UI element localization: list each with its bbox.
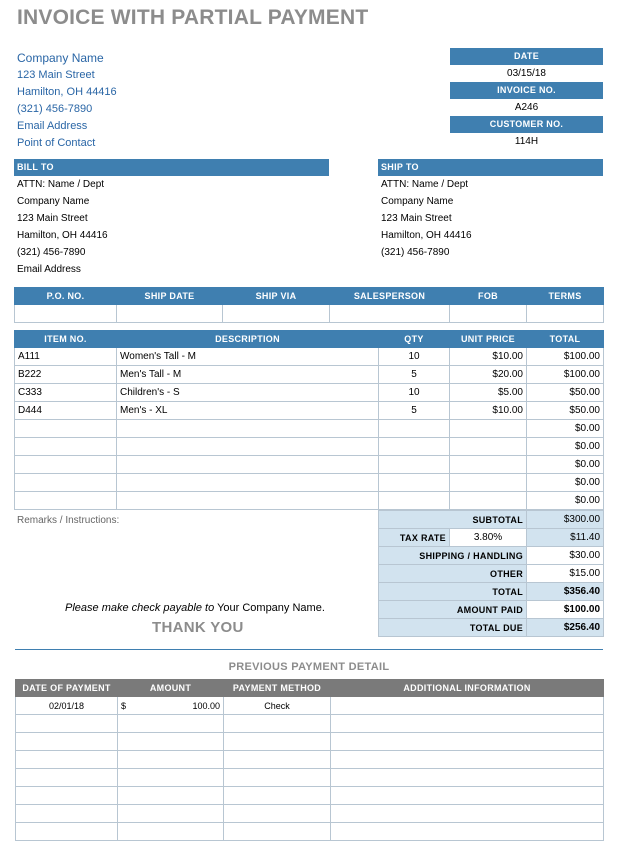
payment-currency-cell: $ <box>118 697 130 715</box>
table-row <box>16 715 604 733</box>
line-total-cell: $50.00 <box>527 384 604 402</box>
remarks-label: Remarks / Instructions: <box>17 515 120 526</box>
bill-to-city[interactable]: Hamilton, OH 44416 <box>17 230 108 241</box>
thank-you-text: THANK YOU <box>152 619 244 636</box>
table-row <box>15 366 604 384</box>
payable-note <box>65 602 325 614</box>
line-total-cell: $0.00 <box>527 420 604 438</box>
table-row <box>16 733 604 751</box>
payment-date-cell[interactable] <box>16 715 118 733</box>
payment-method-cell[interactable] <box>224 769 331 787</box>
amount-paid-value[interactable]: $100.00 <box>527 601 604 619</box>
payments-table <box>15 679 604 841</box>
payable-prefix: Please make check payable to <box>65 602 215 614</box>
ship-to-attn[interactable]: ATTN: Name / Dept <box>381 179 469 190</box>
payment-method-cell[interactable] <box>224 805 331 823</box>
item-no-cell[interactable] <box>15 474 117 492</box>
description-cell[interactable] <box>117 420 379 438</box>
table-row <box>15 384 604 402</box>
bill-to-label: BILL TO <box>14 159 329 176</box>
payment-currency-cell <box>118 715 130 733</box>
description-cell[interactable]: Men's - XL <box>117 402 379 420</box>
customer-no-value[interactable]: 114H <box>514 136 539 147</box>
payment-method-cell[interactable]: Check <box>224 697 331 715</box>
payment-currency-cell <box>118 733 130 751</box>
company-email[interactable]: Email Address <box>17 120 88 132</box>
bill-to-attn[interactable]: ATTN: Name / Dept <box>17 179 105 190</box>
unit-price-cell[interactable] <box>450 438 527 456</box>
bill-to-company[interactable]: Company Name <box>17 196 90 207</box>
line-total-cell: $0.00 <box>527 456 604 474</box>
payment-method-cell[interactable] <box>224 733 331 751</box>
payment-currency-cell <box>118 751 130 769</box>
table-row <box>15 348 604 366</box>
table-row <box>16 769 604 787</box>
payment-amount-cell[interactable] <box>130 787 224 805</box>
ship-via-header: SHIP VIA <box>223 288 330 305</box>
unit-price-cell[interactable] <box>450 420 527 438</box>
amount-paid-label: AMOUNT PAID <box>379 601 527 619</box>
fob-cell[interactable] <box>450 305 527 323</box>
invoice-no-label: INVOICE NO. <box>450 82 603 99</box>
ship-to-street[interactable]: 123 Main Street <box>381 213 452 224</box>
payment-method-cell[interactable] <box>224 787 331 805</box>
qty-header: QTY <box>379 331 450 348</box>
table-row <box>15 492 604 510</box>
payment-method-cell[interactable] <box>224 715 331 733</box>
additional-info-cell[interactable] <box>331 733 604 751</box>
section-divider <box>15 649 603 650</box>
line-total-cell: $0.00 <box>527 438 604 456</box>
tax-rate-label: TAX RATE <box>379 529 450 547</box>
company-info <box>17 50 117 152</box>
payment-date-cell[interactable] <box>16 787 118 805</box>
unit-price-cell[interactable]: $20.00 <box>450 366 527 384</box>
terms-cell[interactable] <box>527 305 604 323</box>
payment-amount-header: AMOUNT <box>118 680 224 697</box>
total-label: TOTAL <box>379 583 527 601</box>
payment-currency-cell <box>118 769 130 787</box>
date-value[interactable]: 03/15/18 <box>507 68 546 79</box>
table-row <box>15 438 604 456</box>
payment-method-cell[interactable] <box>224 751 331 769</box>
payment-amount-cell[interactable] <box>130 769 224 787</box>
qty-cell[interactable] <box>379 474 450 492</box>
qty-cell[interactable]: 10 <box>379 384 450 402</box>
other-value[interactable]: $15.00 <box>527 565 604 583</box>
ship-to-phone[interactable]: (321) 456-7890 <box>381 247 450 258</box>
payment-date-cell[interactable] <box>16 823 118 841</box>
order-info-table <box>14 287 604 323</box>
item-no-cell[interactable]: A111 <box>15 348 117 366</box>
item-no-cell[interactable]: C333 <box>15 384 117 402</box>
payment-date-cell[interactable] <box>16 733 118 751</box>
additional-info-cell[interactable] <box>331 787 604 805</box>
table-row <box>16 823 604 841</box>
qty-cell[interactable]: 10 <box>379 348 450 366</box>
company-city[interactable]: Hamilton, OH 44416 <box>17 86 117 98</box>
line-total-cell: $0.00 <box>527 474 604 492</box>
description-cell[interactable] <box>117 456 379 474</box>
invoice-title: INVOICE WITH PARTIAL PAYMENT <box>17 6 369 29</box>
table-row <box>15 420 604 438</box>
table-row <box>15 402 604 420</box>
line-total-cell: $50.00 <box>527 402 604 420</box>
payable-company-name[interactable]: Your Company Name. <box>217 602 325 614</box>
payment-date-header: DATE OF PAYMENT <box>16 680 118 697</box>
shipping-label: SHIPPING / HANDLING <box>379 547 527 565</box>
description-cell[interactable]: Men's Tall - M <box>117 366 379 384</box>
company-street[interactable]: 123 Main Street <box>17 69 95 81</box>
total-due-value: $256.40 <box>527 619 604 637</box>
terms-header: TERMS <box>527 288 604 305</box>
line-total-cell: $100.00 <box>527 366 604 384</box>
additional-info-cell[interactable] <box>331 715 604 733</box>
unit-price-cell[interactable] <box>450 456 527 474</box>
date-label: DATE <box>450 48 603 65</box>
unit-price-cell[interactable]: $10.00 <box>450 348 527 366</box>
po-no-header: P.O. NO. <box>15 288 117 305</box>
subtotal-label: SUBTOTAL <box>379 511 527 529</box>
unit-price-header: UNIT PRICE <box>450 331 527 348</box>
total-due-label: TOTAL DUE <box>379 619 527 637</box>
description-cell[interactable] <box>117 492 379 510</box>
tax-rate-input[interactable]: 3.80% <box>450 529 527 547</box>
other-label: OTHER <box>379 565 527 583</box>
bill-to-street[interactable]: 123 Main Street <box>17 213 88 224</box>
fob-header: FOB <box>450 288 527 305</box>
item-no-cell[interactable] <box>15 456 117 474</box>
ship-to-label: SHIP TO <box>378 159 603 176</box>
tax-value: $11.40 <box>527 529 604 547</box>
total-header: TOTAL <box>527 331 604 348</box>
payment-date-cell[interactable] <box>16 805 118 823</box>
payment-amount-cell[interactable] <box>130 805 224 823</box>
payment-amount-cell[interactable] <box>130 751 224 769</box>
additional-info-cell[interactable] <box>331 769 604 787</box>
line-total-cell: $0.00 <box>527 492 604 510</box>
payment-method-header: PAYMENT METHOD <box>224 680 331 697</box>
additional-info-cell[interactable] <box>331 805 604 823</box>
payment-currency-cell <box>118 823 130 841</box>
item-no-cell[interactable] <box>15 492 117 510</box>
payment-date-cell[interactable]: 02/01/18 <box>16 697 118 715</box>
table-row <box>16 787 604 805</box>
items-table <box>14 330 604 510</box>
qty-cell[interactable] <box>379 438 450 456</box>
description-cell[interactable] <box>117 474 379 492</box>
company-phone[interactable]: (321) 456-7890 <box>17 103 93 115</box>
qty-cell[interactable]: 5 <box>379 366 450 384</box>
qty-cell[interactable] <box>379 492 450 510</box>
line-total-cell: $100.00 <box>527 348 604 366</box>
payment-currency-cell <box>118 787 130 805</box>
table-row <box>16 751 604 769</box>
qty-cell[interactable] <box>379 456 450 474</box>
description-cell[interactable]: Women's Tall - M <box>117 348 379 366</box>
table-row <box>16 697 604 715</box>
totals-table <box>378 510 604 637</box>
company-name[interactable]: Company Name <box>17 51 104 65</box>
previous-payment-title: PREVIOUS PAYMENT DETAIL <box>228 661 390 673</box>
payment-amount-cell[interactable] <box>130 823 224 841</box>
description-header: DESCRIPTION <box>117 331 379 348</box>
additional-info-cell[interactable] <box>331 823 604 841</box>
unit-price-cell[interactable]: $10.00 <box>450 402 527 420</box>
ship-to-section <box>378 159 603 261</box>
payment-amount-cell[interactable]: 100.00 <box>130 697 224 715</box>
salesperson-header: SALESPERSON <box>330 288 450 305</box>
table-row <box>15 474 604 492</box>
item-no-cell[interactable]: B222 <box>15 366 117 384</box>
salesperson-cell[interactable] <box>330 305 450 323</box>
table-row <box>16 805 604 823</box>
unit-price-cell[interactable]: $5.00 <box>450 384 527 402</box>
qty-cell[interactable] <box>379 420 450 438</box>
bill-to-phone[interactable]: (321) 456-7890 <box>17 247 86 258</box>
payment-amount-cell[interactable] <box>130 715 224 733</box>
shipping-value[interactable]: $30.00 <box>527 547 604 565</box>
ship-to-company[interactable]: Company Name <box>381 196 454 207</box>
additional-info-header: ADDITIONAL INFORMATION <box>331 680 604 697</box>
bill-to-email[interactable]: Email Address <box>17 264 81 275</box>
total-value: $356.40 <box>527 583 604 601</box>
payment-date-cell[interactable] <box>16 751 118 769</box>
invoice-meta <box>450 48 603 150</box>
payment-amount-cell[interactable] <box>130 733 224 751</box>
item-no-cell[interactable] <box>15 420 117 438</box>
item-no-cell[interactable]: D444 <box>15 402 117 420</box>
payment-date-cell[interactable] <box>16 769 118 787</box>
ship-date-cell[interactable] <box>117 305 223 323</box>
po-no-cell[interactable] <box>15 305 117 323</box>
subtotal-value: $300.00 <box>527 511 604 529</box>
item-no-cell[interactable] <box>15 438 117 456</box>
additional-info-cell[interactable] <box>331 697 604 715</box>
invoice-no-value[interactable]: A246 <box>514 102 539 113</box>
payment-currency-cell <box>118 805 130 823</box>
item-no-header: ITEM NO. <box>15 331 117 348</box>
unit-price-cell[interactable] <box>450 474 527 492</box>
company-contact[interactable]: Point of Contact <box>17 137 96 149</box>
bill-to-section <box>14 159 329 278</box>
ship-date-header: SHIP DATE <box>117 288 223 305</box>
unit-price-cell[interactable] <box>450 492 527 510</box>
qty-cell[interactable]: 5 <box>379 402 450 420</box>
payment-method-cell[interactable] <box>224 823 331 841</box>
customer-no-label: CUSTOMER NO. <box>450 116 603 133</box>
ship-to-city[interactable]: Hamilton, OH 44416 <box>381 230 472 241</box>
description-cell[interactable] <box>117 438 379 456</box>
ship-via-cell[interactable] <box>223 305 330 323</box>
table-row <box>15 456 604 474</box>
description-cell[interactable]: Children's - S <box>117 384 379 402</box>
additional-info-cell[interactable] <box>331 751 604 769</box>
